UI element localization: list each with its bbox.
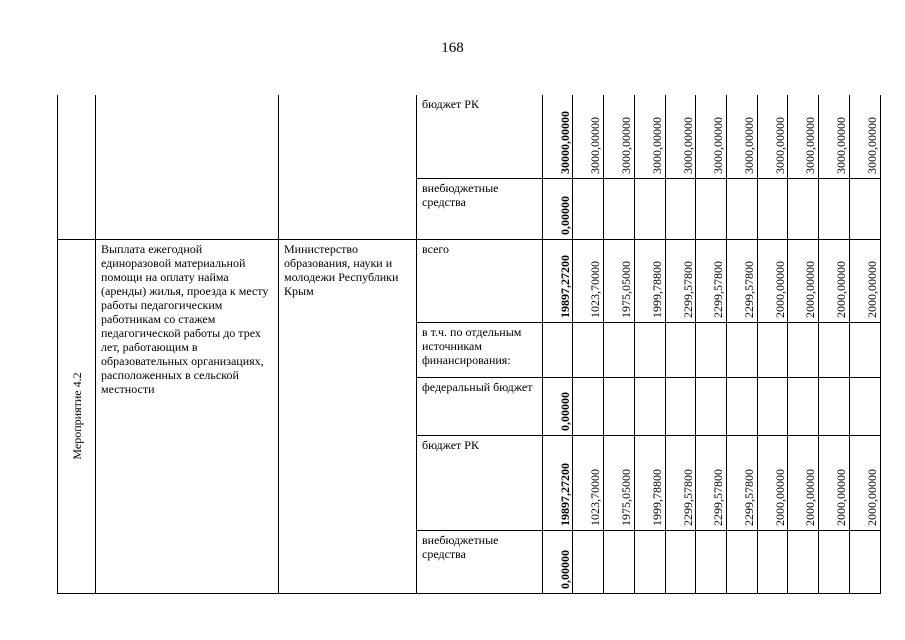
year-cell (666, 95, 696, 178)
year-cell-value: 3000,00000 (772, 116, 787, 174)
year-cell-value: 3000,00000 (680, 116, 695, 174)
funding-source-cell (417, 435, 543, 530)
year-cell (696, 178, 727, 239)
year-cell-value: 1023,70000 (588, 260, 602, 318)
year-cell (819, 239, 850, 322)
label-cell-continued (58, 95, 96, 239)
year-cell (635, 239, 666, 322)
year-cell (604, 377, 635, 435)
total-cell-value: 19897,27200 (557, 462, 572, 526)
year-cell (758, 95, 788, 178)
measure-executor-cell (279, 239, 417, 593)
year-cell (635, 322, 666, 377)
total-cell (543, 530, 573, 593)
year-cell (788, 435, 819, 530)
year-cell-value: 1975,05000 (619, 468, 633, 526)
year-cell (666, 322, 696, 377)
year-cell (696, 530, 727, 593)
funding-source-cell (417, 95, 543, 178)
year-cell (758, 377, 788, 435)
year-cell-value: 3000,00000 (650, 116, 664, 174)
year-cell (666, 530, 696, 593)
total-cell (543, 322, 573, 377)
year-cell (850, 239, 881, 322)
year-cell (666, 377, 696, 435)
year-cell-value: 2299,57800 (742, 260, 756, 318)
year-cell (819, 530, 850, 593)
total-cell-value: 0,00000 (557, 195, 572, 235)
year-cell-value: 2000,00000 (772, 468, 787, 526)
year-cell (696, 377, 727, 435)
year-cell (758, 239, 788, 322)
year-cell (727, 377, 758, 435)
measure-description-cell (96, 239, 279, 593)
year-cell-value: 2299,57800 (711, 260, 725, 318)
measure-executor: Министерство образования, науки и молодежи Республики Крым (284, 241, 399, 298)
year-cell-value: 2000,00000 (803, 260, 817, 318)
year-cell (850, 95, 881, 178)
year-cell (758, 178, 788, 239)
year-cell (788, 530, 819, 593)
year-cell (727, 322, 758, 377)
year-cell (850, 435, 881, 530)
funding-source-cell (417, 322, 543, 377)
total-cell (543, 95, 573, 178)
year-cell (573, 322, 604, 377)
year-cell (758, 435, 788, 530)
year-cell (573, 435, 604, 530)
measure-description: Выплата ежегодной единоразовой материальной помощи на оплату найма (аренды) жилья, проезда к месту работы педагогическим работникам со стажем педагогической работы до трех лет, работающим в образовательных организациях, расположенных в сельской местности (101, 241, 269, 396)
year-cell-value: 1999,78800 (650, 468, 664, 526)
year-cell-value: 2299,57800 (680, 468, 695, 526)
year-cell (604, 435, 635, 530)
year-cell (819, 377, 850, 435)
year-cell (666, 435, 696, 530)
year-cell (788, 239, 819, 322)
year-cell (666, 178, 696, 239)
year-cell-value: 1975,05000 (619, 260, 633, 318)
year-cell (727, 239, 758, 322)
year-cell (727, 178, 758, 239)
funding-source-label: внебюджетные средства (422, 532, 499, 561)
year-cell (696, 322, 727, 377)
year-cell-value: 2000,00000 (772, 260, 787, 318)
funding-source-cell (417, 530, 543, 593)
total-cell (543, 178, 573, 239)
page-number: 168 (441, 40, 464, 56)
year-cell (788, 377, 819, 435)
year-cell-value: 3000,00000 (742, 116, 756, 174)
year-cell (604, 530, 635, 593)
year-cell (727, 95, 758, 178)
year-cell-value: 3000,00000 (865, 116, 879, 174)
year-cell (635, 95, 666, 178)
year-cell (573, 95, 604, 178)
total-cell-value: 0,00000 (557, 549, 572, 589)
table-row (58, 95, 881, 178)
year-cell-value: 3000,00000 (834, 116, 848, 174)
year-cell (573, 178, 604, 239)
year-cell (604, 239, 635, 322)
total-cell (543, 377, 573, 435)
year-cell (604, 95, 635, 178)
year-cell-value: 2299,57800 (711, 468, 725, 526)
year-cell (850, 178, 881, 239)
year-cell (696, 239, 727, 322)
total-cell-value: 0,00000 (557, 391, 572, 431)
year-cell (758, 322, 788, 377)
year-cell (635, 435, 666, 530)
year-cell (573, 377, 604, 435)
year-cell-value: 2000,00000 (865, 468, 879, 526)
year-cell (696, 95, 727, 178)
year-cell-value: 1999,78800 (650, 260, 664, 318)
year-cell-value: 3000,00000 (619, 116, 633, 174)
funding-source-cell (417, 377, 543, 435)
executor-cell-continued (279, 95, 417, 239)
year-cell-value: 2299,57800 (742, 468, 756, 526)
funding-source-label: всего (422, 241, 450, 256)
funding-source-label: бюджет РК (422, 97, 479, 111)
funding-source-label: федеральный бюджет (422, 379, 533, 394)
year-cell-value: 3000,00000 (588, 116, 602, 174)
total-cell (543, 435, 573, 530)
funding-source-label: внебюджетные средства (422, 180, 499, 209)
year-cell (819, 322, 850, 377)
year-cell-value: 2000,00000 (865, 260, 879, 318)
year-cell (727, 435, 758, 530)
year-cell-value: 2000,00000 (834, 468, 848, 526)
year-cell (573, 530, 604, 593)
year-cell-value: 1023,70000 (588, 468, 602, 526)
year-cell (604, 322, 635, 377)
year-cell (850, 377, 881, 435)
year-cell (819, 178, 850, 239)
year-cell (788, 178, 819, 239)
total-cell (543, 239, 573, 322)
year-cell-value: 2000,00000 (834, 260, 848, 318)
total-cell-value: 30000,00000 (557, 110, 572, 174)
funding-source-cell (417, 239, 543, 322)
year-cell (573, 239, 604, 322)
table-row (58, 239, 881, 322)
year-cell (819, 95, 850, 178)
measure-label-cell (58, 239, 96, 593)
year-cell (850, 530, 881, 593)
funding-source-label: в т.ч. по отдельным источникам финансирования: (422, 324, 522, 367)
year-cell (696, 435, 727, 530)
year-cell (788, 95, 819, 178)
funding-table (57, 95, 881, 594)
year-cell (604, 178, 635, 239)
year-cell-value: 3000,00000 (803, 116, 817, 174)
year-cell (788, 322, 819, 377)
year-cell-value: 2000,00000 (803, 468, 817, 526)
year-cell (666, 239, 696, 322)
year-cell (850, 322, 881, 377)
measure-label: Мероприятие 4.2 (69, 372, 84, 460)
year-cell (819, 435, 850, 530)
funding-source-cell (417, 178, 543, 239)
year-cell (635, 178, 666, 239)
total-cell-value: 19897,27200 (557, 254, 572, 318)
year-cell (635, 377, 666, 435)
description-cell-continued (96, 95, 279, 239)
funding-source-label: бюджет РК (422, 437, 479, 452)
year-cell (727, 530, 758, 593)
year-cell (758, 530, 788, 593)
year-cell-value: 2299,57800 (680, 260, 695, 318)
year-cell (635, 530, 666, 593)
year-cell-value: 3000,00000 (711, 116, 725, 174)
